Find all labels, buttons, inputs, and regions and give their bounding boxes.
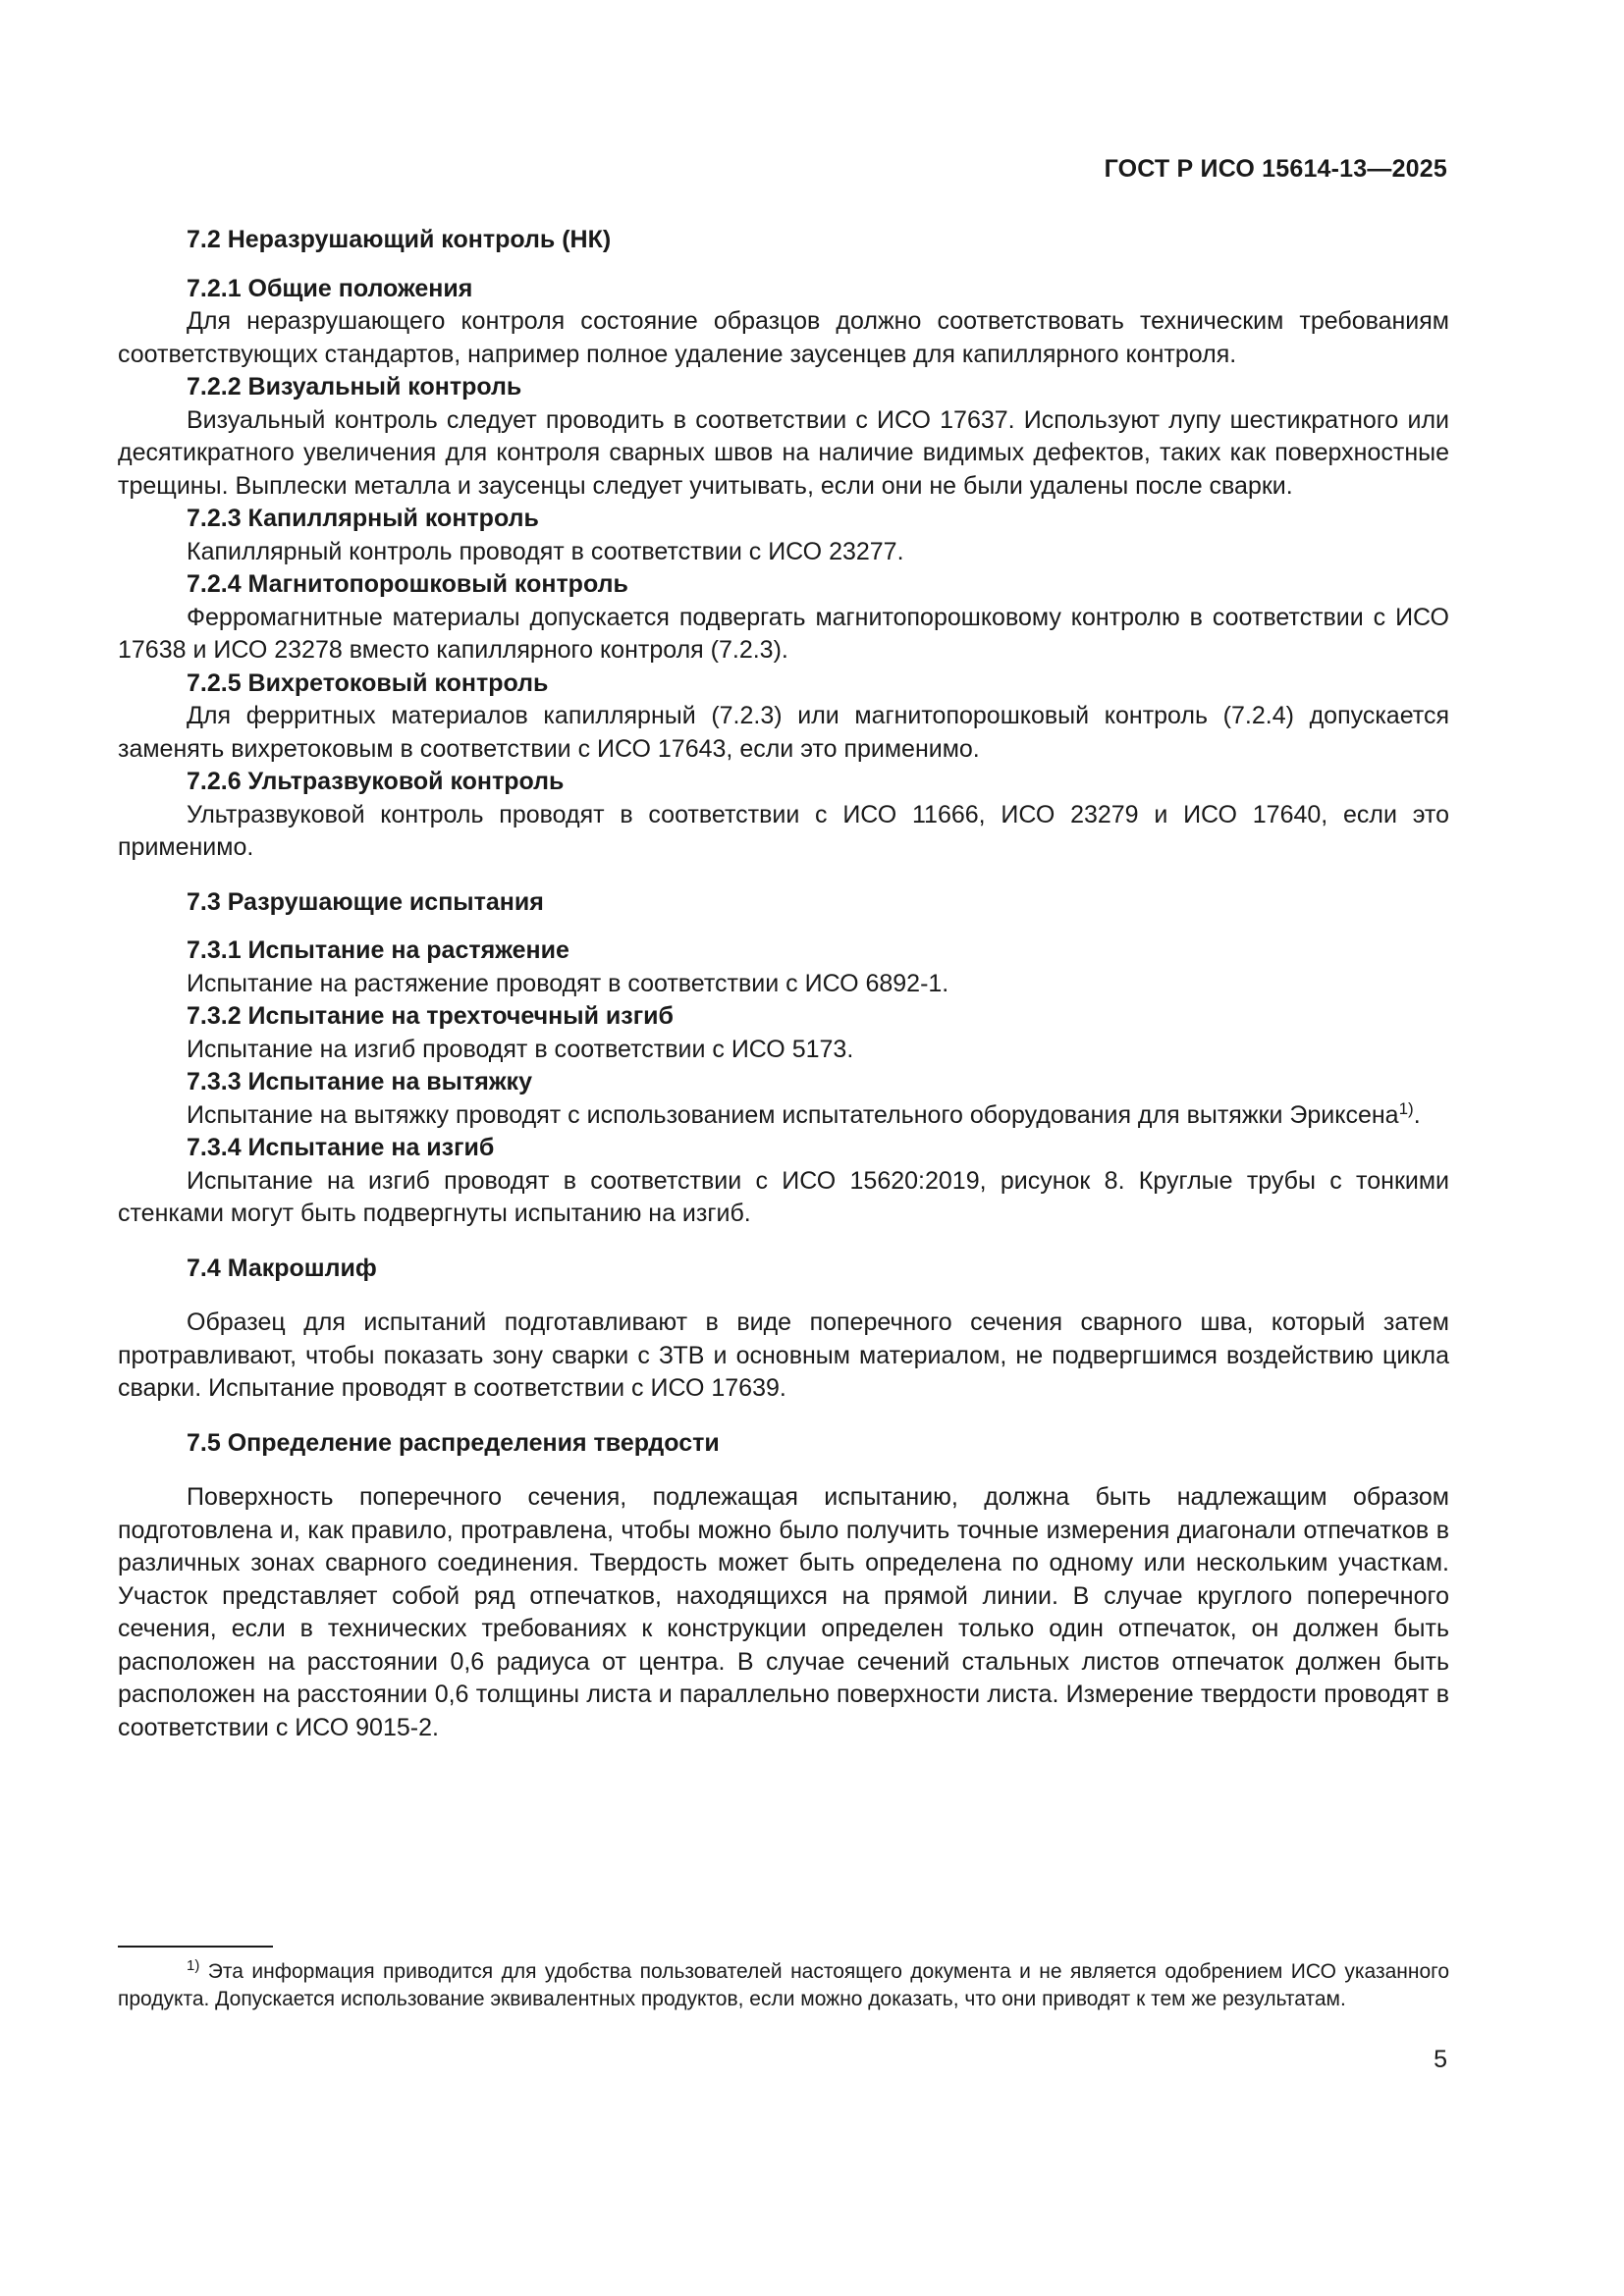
section-7-2-2-text: Визуальный контроль следует проводить в соответствии с ИСО 17637. Используют лупу шестикратного или десятикратного увеличения для контроля сварных швов на наличие видимых дефектов, таких как поверхностные трещины. Выплески металла и заусенцы следует учитывать, если они не были удалены после сварки.: [118, 405, 1449, 500]
section-7-2-2-title: 7.2.2 Визуальный контроль: [187, 373, 522, 400]
footnote-text: Эта информация приводится для удобства пользователей настоящего документа и не является одобрением ИСО указанного продукта. Допускается использование эквивалентных продуктов, если можно доказать, что они приводят к тем же результатам.: [118, 1960, 1449, 2010]
section-7-5-title: 7.5 Определение распределения твердости: [187, 1428, 720, 1457]
section-7-5-text: Поверхность поперечного сечения, подлежащая испытанию, должна быть надлежащим образом подготовлена и, как правило, протравлена, чтобы можно было получить точные измерения диагонали отпечатков в различных зонах сварного соединения. Твердость может быть определена по одному или нескольким участкам. Участок представляет собой ряд отпечатков, находящихся на прямой линии. В случае круглого поперечного сечения, если в технических требованиях к конструкции определен только один отпечаток, он должен быть расположен на расстоянии 0,6 радиуса от центра. В случае сечений стальных листов отпечаток должен быть расположен на расстоянии 0,6 толщины листа и параллельно поверхности листа. Измерение твердости проводят в соответствии с ИСО 9015-2.: [118, 1483, 1449, 1741]
section-7-3-title: 7.3 Разрушающие испытания: [187, 887, 544, 916]
section-7-3-1-title: 7.3.1 Испытание на растяжение: [187, 936, 569, 964]
section-7-2-5-text: Для ферритных материалов капиллярный (7.2.3) или магнитопорошковый контроль (7.2.4) допускается заменять вихретоковым в соответствии с ИСО 17643, если это применимо.: [118, 702, 1449, 763]
section-7-3-3-text: [118, 1099, 1449, 1133]
section-7-3-2-title: 7.3.2 Испытание на трехточечный изгиб: [187, 1002, 674, 1030]
section-7-3-2-text: Испытание на изгиб проводят в соответствии с ИСО 5173.: [187, 1035, 854, 1063]
section-7-2-4-text: Ферромагнитные материалы допускается подвергать магнитопорошковому контролю в соответствии с ИСО 17638 и ИСО 23278 вместо капиллярного контроля (7.2.3).: [118, 603, 1449, 664]
section-7-2-1-text: Для неразрушающего контроля состояние образцов должно соответствовать техническим требованиям соответствующих стандартов, например полное удаление заусенцев для капиллярного контроля.: [118, 307, 1449, 368]
section-7-4-text: Образец для испытаний подготавливают в виде поперечного сечения сварного шва, который затем протравливают, чтобы показать зону сварки с ЗТВ и основным материалом, не подвергшимся воздействию цикла сварки. Испытание проводят в соответствии с ИСО 17639.: [118, 1308, 1449, 1402]
page-number: 5: [1434, 2046, 1447, 2073]
section-7-2-title: 7.2 Неразрушающий контроль (НК): [187, 226, 612, 253]
section-7-2-6-title: 7.2.6 Ультразвуковой контроль: [187, 768, 565, 795]
section-7-2-1-title: 7.2.1 Общие положения: [187, 274, 473, 302]
section-7-3-1-text: Испытание на растяжение проводят в соответствии с ИСО 6892-1.: [187, 969, 949, 997]
section-7-3-4-text: Испытание на изгиб проводят в соответствии с ИСО 15620:2019, рисунок 8. Круглые трубы с тонкими стенками могут быть подвергнуты испытанию на изгиб.: [118, 1166, 1449, 1227]
footnote-marker: 1): [187, 1957, 200, 1974]
section-7-2-6-text: Ультразвуковой контроль проводят в соответствии с ИСО 11666, ИСО 23279 и ИСО 17640, если это применимо.: [118, 800, 1449, 861]
section-7-2-4-title: 7.2.4 Магнитопорошковый контроль: [187, 570, 628, 598]
section-7-3-3-body: Испытание на вытяжку проводят с использованием испытательного оборудования для вытяжки Эриксена: [187, 1100, 1399, 1129]
footnote-ref[interactable]: 1): [1398, 1098, 1414, 1118]
section-7-3-3-title: 7.3.3 Испытание на вытяжку: [187, 1068, 532, 1095]
main-content: [118, 224, 1449, 1744]
section-7-3-3-end: .: [1413, 1100, 1421, 1129]
footnote: [118, 1958, 1449, 2013]
section-7-2-3-title: 7.2.3 Капиллярный контроль: [187, 505, 539, 532]
section-7-3-4-title: 7.3.4 Испытание на изгиб: [187, 1134, 495, 1161]
document-code: ГОСТ Р ИСО 15614-13—2025: [1104, 155, 1447, 183]
section-7-4-title: 7.4 Макрошлиф: [187, 1254, 377, 1282]
section-7-2-5-title: 7.2.5 Вихретоковый контроль: [187, 668, 549, 697]
section-7-2-3-text: Капиллярный контроль проводят в соответствии с ИСО 23277.: [187, 537, 904, 565]
footnote-divider: [118, 1946, 273, 1948]
